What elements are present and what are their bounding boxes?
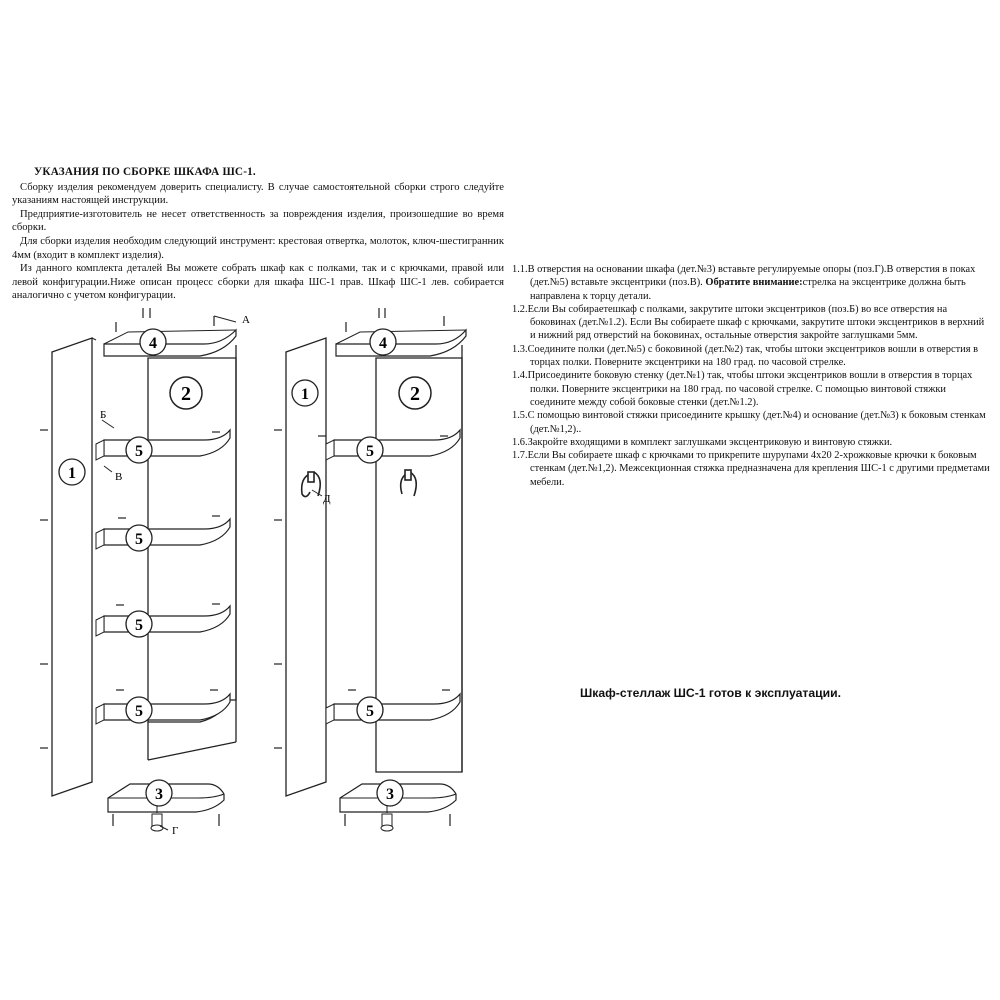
step-1-2: 1.2.Если Вы собираетешкаф с полками, закрутите штоки эксцентриков (поз.Б) во все отверстия на боковинах (дет.№1.2). Если Вы собираете шкаф с крючками, закрутите штоки эксцентриков в верхний и нижний ряд отверстий на боковинах, остальные отверстия закройте заглушками 5мм. bbox=[512, 303, 985, 342]
svg-text:2: 2 bbox=[410, 383, 420, 405]
callout-v: В bbox=[115, 471, 123, 483]
right-part-number-3 bbox=[377, 780, 403, 806]
svg-text:5: 5 bbox=[366, 703, 374, 720]
left-part-number-3 bbox=[146, 780, 172, 806]
svg-text:3: 3 bbox=[386, 786, 394, 803]
intro-paragraph: Сборку изделия рекомендуем доверить специалисту. В случае самостоятельной сборки строго следуйте указаниям настоящей инструкции. bbox=[12, 181, 504, 207]
intro-paragraph: Предприятие-изготовитель не несет ответственность за повреждения изделия, произошедшие во время сборки. bbox=[12, 208, 504, 234]
step-1-1: 1.1.В отверстия на основании шкафа (дет.№3) вставьте регулируемые опоры (поз.Г).В отверстия в поках (дет.№5) вставьте эксцентрики (поз.В). Обратите внимание:стрелка на эксцентрике должна быть направлена к торцу детали. bbox=[512, 264, 976, 302]
callout-d: Д bbox=[323, 493, 331, 505]
final-note: Шкаф-стеллаж ШС-1 готов к эксплуатации. bbox=[580, 686, 842, 700]
svg-text:1: 1 bbox=[68, 465, 76, 482]
left-part-number-2 bbox=[170, 377, 202, 409]
left-part-number-5 bbox=[126, 525, 152, 551]
svg-text:1: 1 bbox=[301, 386, 309, 403]
svg-text:4: 4 bbox=[149, 335, 157, 352]
svg-text:5: 5 bbox=[135, 703, 143, 720]
left-top-panel bbox=[104, 330, 236, 356]
svg-text:4: 4 bbox=[379, 335, 387, 352]
callout-b: Б bbox=[100, 409, 107, 421]
left-part-number-4 bbox=[140, 329, 166, 355]
intro-paragraph: Для сборки изделия необходим следующий инструмент: крестовая отвертка, молоток, ключ-шестигранник 4мм (входит в комплект изделия). bbox=[12, 235, 504, 261]
svg-text:5: 5 bbox=[366, 443, 374, 460]
svg-text:5: 5 bbox=[135, 443, 143, 460]
callout-g: Г bbox=[172, 825, 179, 837]
right-part-number-1 bbox=[292, 380, 318, 406]
left-part-number-5 bbox=[126, 611, 152, 637]
right-part-number-2 bbox=[399, 377, 431, 409]
step-1-6: 1.6.Закройте входящими в комплект заглушками эксцентриковую и винтовую стяжки. bbox=[512, 436, 893, 448]
svg-text:3: 3 bbox=[155, 786, 163, 803]
step-1-4: 1.4.Присоедините боковую стенку (дет.№1) так, чтобы штоки эксцентриков вошли в отверстия в торцах полки. Поверните эксцентрики на 180 град. по часовой стрелке. С помощью винтовой стяжки соедините между собой боковые стенки (дет.№1.2). bbox=[512, 370, 973, 408]
svg-text:5: 5 bbox=[135, 531, 143, 548]
right-part-number-5 bbox=[357, 697, 383, 723]
left-part-number-1 bbox=[59, 459, 85, 485]
callout-a: А bbox=[242, 314, 250, 326]
left-part-number-5 bbox=[126, 437, 152, 463]
right-side-panel-1 bbox=[286, 338, 326, 796]
step-1-7: 1.7.Если Вы собираете шкаф с крючками то прикрепите шурупами 4х20 2-хрожковые крючки к боковым стенкам (дет.№1,2). Межсекционная стяжка предназначена для крепления ШС-1 с другими предметами мебели. bbox=[512, 450, 990, 488]
svg-text:2: 2 bbox=[181, 383, 191, 405]
right-top-panel bbox=[336, 330, 466, 356]
svg-text:5: 5 bbox=[135, 617, 143, 634]
right-part-number-5 bbox=[357, 437, 383, 463]
step-1-5: 1.5.С помощью винтовой стяжки присоедините крышку (дет.№4) и основание (дет.№3) к боковым стенкам (дет.№1,2).. bbox=[512, 410, 986, 435]
step-1-3: 1.3.Соедините полки (дет.№5) с боковиной (дет.№2) так, чтобы штоки эксцентриков вошли в отверстия в торцах полки. Поверните эксцентрики на 180 град. по часовой стрелке. bbox=[512, 343, 978, 369]
page-title: УКАЗАНИЯ ПО СБОРКЕ ШКАФА ШС-1. bbox=[34, 166, 256, 178]
intro-paragraph: Из данного комплекта деталей Вы можете собрать шкаф как с полками, так и с крючками, правой или левой конфигурации.Ниже описан процесс сборки для шкафа ШС-1 прав. Шкаф ШС-1 лев. собирается аналогично с учетом конфигурации. bbox=[12, 263, 504, 302]
right-assembly bbox=[274, 308, 466, 831]
left-part-number-5 bbox=[126, 697, 152, 723]
left-assembly bbox=[40, 308, 250, 837]
right-part-number-4 bbox=[370, 329, 396, 355]
left-side-panel-1 bbox=[52, 338, 92, 796]
